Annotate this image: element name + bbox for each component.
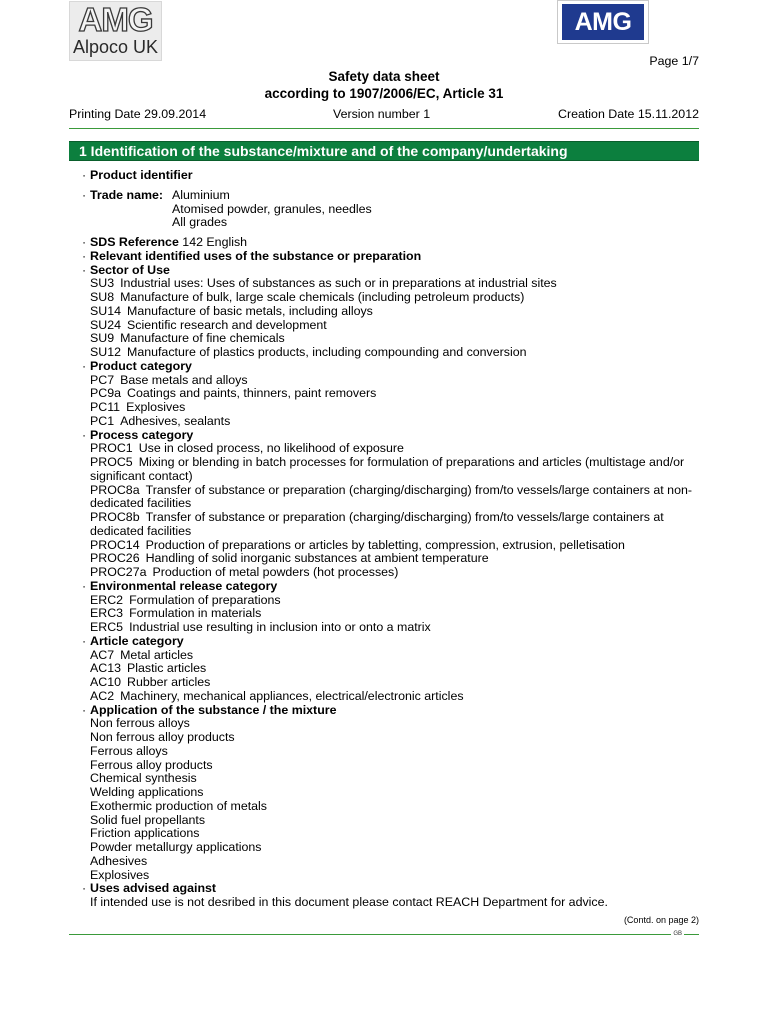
list-item: Powder metallurgy applications bbox=[90, 840, 262, 854]
item-code: ERC5 bbox=[90, 620, 124, 634]
list-item bbox=[0, 649, 700, 663]
item-text: Transfer of substance or preparation (charging/discharging) from/to vessels/large containers at dedicated facilities bbox=[90, 510, 664, 538]
item-text: Formulation of preparations bbox=[129, 592, 281, 607]
sector-of-use-list bbox=[0, 277, 768, 360]
amg-alpoco-logo bbox=[69, 1, 162, 61]
document-subtitle: according to 1907/2006/EC, Article 31 bbox=[264, 86, 504, 101]
version-number: Version number 1 bbox=[333, 107, 431, 121]
application-heading: · Application of the substance / the mixture bbox=[82, 702, 337, 717]
item-text: Mixing or blending in batch processes for formulation of preparations and articles (multistage and/or significant contact) bbox=[90, 455, 685, 483]
list-item bbox=[0, 346, 700, 360]
item-code: ERC2 bbox=[90, 592, 124, 607]
item-text: Industrial use resulting in inclusion into or onto a matrix bbox=[129, 620, 431, 634]
item-code: AC7 bbox=[90, 647, 115, 662]
list-item bbox=[0, 387, 700, 401]
document-title: Safety data sheet bbox=[328, 69, 440, 84]
uses-advised-against-heading: · Uses advised against bbox=[82, 881, 217, 896]
item-text: Scientific research and development bbox=[127, 317, 327, 332]
list-item: Non ferrous alloy products bbox=[90, 730, 235, 744]
product-identifier-heading: · Product identifier bbox=[82, 168, 193, 182]
item-code: AC2 bbox=[90, 688, 115, 703]
item-text: Formulation in materials bbox=[129, 606, 262, 621]
list-item: Ferrous alloy products bbox=[90, 757, 213, 772]
item-code: PROC8b bbox=[90, 510, 140, 524]
list-item bbox=[0, 607, 700, 621]
list-item: Chemical synthesis bbox=[90, 771, 197, 786]
item-code: PROC14 bbox=[90, 537, 140, 552]
item-text: Machinery, mechanical appliances, electrical/electronic articles bbox=[120, 688, 464, 703]
item-code: SU9 bbox=[90, 331, 115, 346]
application-list bbox=[0, 717, 768, 882]
printing-date: Printing Date 29.09.2014 bbox=[69, 107, 207, 121]
list-item bbox=[0, 676, 700, 690]
item-text: Plastic articles bbox=[127, 661, 207, 676]
product-category-list bbox=[0, 374, 768, 429]
item-code: PC9a bbox=[90, 386, 121, 401]
list-item: Ferrous alloys bbox=[90, 743, 168, 758]
sds-reference: · SDS Reference 142 English bbox=[82, 235, 248, 249]
logo-left-sub: Alpoco UK bbox=[72, 37, 159, 57]
process-category-heading: · Process category bbox=[82, 427, 194, 442]
item-code: ERC3 bbox=[90, 606, 124, 621]
list-item: Adhesives bbox=[90, 853, 148, 868]
item-code: PC11 bbox=[90, 400, 121, 414]
uses-advised-against-text: If intended use is not desribed in this document please contact REACH Department for advice. bbox=[90, 895, 608, 909]
list-item bbox=[0, 332, 700, 346]
section-1-content bbox=[0, 169, 768, 910]
list-item bbox=[0, 456, 700, 484]
footer-divider bbox=[69, 934, 699, 935]
article-category-list bbox=[0, 649, 768, 704]
list-item bbox=[0, 484, 700, 512]
item-code: SU8 bbox=[90, 290, 115, 304]
list-item bbox=[0, 690, 700, 704]
section-1-heading: 1 Identification of the substance/mixture and of the company/undertaking bbox=[69, 141, 699, 161]
item-code: PC1 bbox=[90, 413, 115, 428]
country-code: GB bbox=[673, 931, 682, 937]
list-item bbox=[0, 566, 700, 580]
amg-logo bbox=[557, 0, 649, 44]
item-code: SU24 bbox=[90, 317, 121, 332]
list-item bbox=[0, 511, 700, 539]
continued-note: (Contd. on page 2) bbox=[623, 915, 699, 925]
item-text: Metal articles bbox=[120, 647, 194, 662]
item-code: PROC8a bbox=[90, 482, 140, 497]
list-item: Friction applications bbox=[90, 826, 200, 841]
item-code: AC10 bbox=[90, 675, 121, 689]
list-item bbox=[0, 552, 700, 566]
item-code: PROC27a bbox=[90, 565, 147, 579]
item-code: AC13 bbox=[90, 661, 121, 676]
item-code: PROC5 bbox=[90, 455, 133, 469]
header-divider bbox=[69, 128, 699, 129]
trade-name-values bbox=[172, 189, 372, 230]
list-item bbox=[0, 401, 700, 415]
list-item bbox=[0, 539, 700, 553]
item-text: Explosives bbox=[126, 400, 186, 414]
list-item bbox=[0, 277, 700, 291]
item-text: Production of metal powders (hot processes) bbox=[152, 565, 399, 579]
list-item bbox=[0, 319, 700, 333]
environmental-release-list bbox=[0, 594, 768, 635]
item-text: Use in closed process, no likelihood of exposure bbox=[138, 441, 404, 456]
trade-name-value: All grades bbox=[172, 215, 228, 230]
item-text: Manufacture of fine chemicals bbox=[120, 331, 285, 346]
product-category-heading: · Product category bbox=[82, 358, 192, 373]
article-category-heading: · Article category bbox=[82, 633, 184, 648]
environmental-release-heading: · Environmental release category bbox=[82, 578, 278, 593]
list-item bbox=[0, 594, 700, 608]
list-item: Non ferrous alloys bbox=[90, 716, 190, 731]
item-code: SU3 bbox=[90, 276, 115, 291]
page-number: Page 1/7 bbox=[649, 54, 699, 68]
item-text: Industrial uses: Uses of substances as such or in preparations at industrial sites bbox=[120, 276, 557, 291]
relevant-uses-heading: · Relevant identified uses of the substance or preparation bbox=[82, 248, 422, 263]
list-item bbox=[0, 291, 700, 305]
item-text: Rubber articles bbox=[127, 675, 211, 689]
logo-left-main: AMG bbox=[78, 1, 153, 38]
item-text: Manufacture of plastics products, including compounding and conversion bbox=[127, 345, 527, 359]
trade-name-value: Aluminium bbox=[172, 187, 230, 202]
sector-of-use-heading: · Sector of Use bbox=[82, 262, 170, 277]
trade-name-label: Trade name: bbox=[90, 187, 163, 202]
item-text: Manufacture of basic metals, including alloys bbox=[127, 303, 373, 318]
list-item bbox=[0, 662, 700, 676]
item-text: Adhesives, sealants bbox=[120, 413, 231, 428]
list-item bbox=[0, 621, 700, 635]
item-text: Transfer of substance or preparation (charging/discharging) from/to vessels/large containers at non-dedicated facilities bbox=[90, 482, 692, 511]
item-code: PROC1 bbox=[90, 441, 133, 456]
creation-date: Creation Date 15.11.2012 bbox=[558, 107, 699, 121]
list-item: Explosives bbox=[90, 867, 150, 882]
list-item: Exothermic production of metals bbox=[90, 798, 267, 813]
process-category-list bbox=[0, 442, 768, 580]
item-text: Production of preparations or articles by tabletting, compression, extrusion, pelletisation bbox=[145, 537, 625, 552]
item-text: Coatings and paints, thinners, paint removers bbox=[127, 386, 377, 401]
logo-right-main: AMG bbox=[562, 4, 644, 40]
list-item: Welding applications bbox=[90, 785, 204, 799]
item-text: Manufacture of bulk, large scale chemicals (including petroleum products) bbox=[120, 290, 525, 304]
item-code: PC7 bbox=[90, 372, 115, 387]
trade-name-block: · Trade name: Aluminium Atomised powder, granules, needles All grades bbox=[82, 187, 372, 230]
item-code: SU12 bbox=[90, 345, 121, 359]
list-item bbox=[0, 305, 700, 319]
trade-name-value: Atomised powder, granules, needles bbox=[172, 201, 372, 216]
item-text: Base metals and alloys bbox=[120, 372, 248, 387]
item-text: Handling of solid inorganic substances at ambient temperature bbox=[145, 551, 489, 566]
item-code: SU14 bbox=[90, 303, 121, 318]
list-item: Solid fuel propellants bbox=[90, 812, 206, 827]
list-item bbox=[0, 415, 700, 429]
list-item bbox=[0, 442, 700, 456]
item-code: PROC26 bbox=[90, 551, 140, 566]
list-item bbox=[0, 374, 700, 388]
